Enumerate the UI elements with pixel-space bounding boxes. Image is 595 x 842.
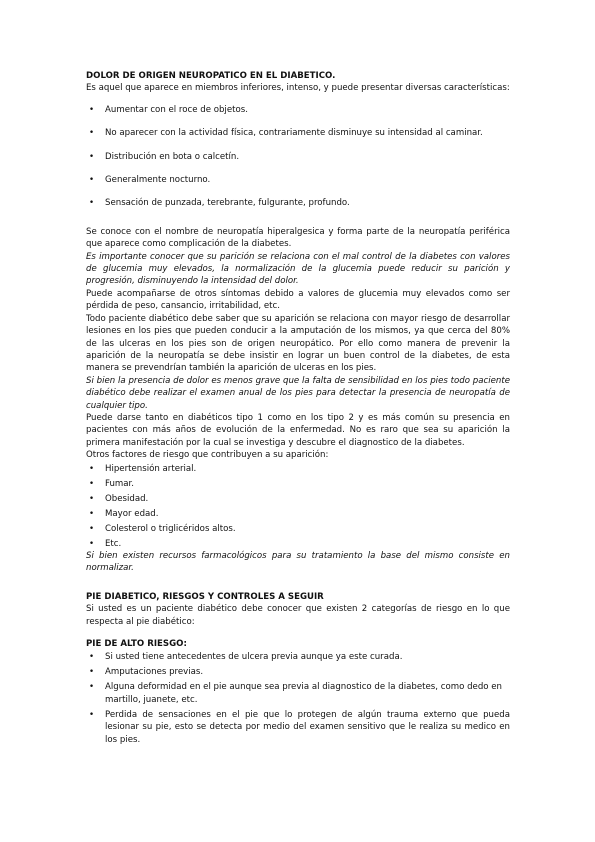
bullet-icon: • [89, 151, 95, 162]
list-item: • Colesterol o triglicéridos altos. [89, 523, 236, 534]
risk-factors-list [86, 463, 510, 550]
bullet-icon: • [89, 523, 95, 534]
document-page [86, 70, 510, 746]
paragraph-treatment: Si bien existen recursos farmacológicos para su tratamiento la base del mismo consiste en normalizar. [86, 550, 510, 574]
characteristics-list [86, 104, 510, 210]
paragraph-hyperalgesic: Se conoce con el nombre de neuropatía hiperalgesica y forma parte de la neuropatía periférica que aparece como complicación de la diabetes. [86, 226, 510, 250]
paragraph-foot-risk: Todo paciente diabético debe saber que su aparición se relaciona con mayor riesgo de desarrollar lesiones en los pies que pueden conducir a la amputación de los mismos, ya que cerca del 80% de las ulceras en los pies son de origen neuropático. Por ello como manera de prevenir la aparición de la neuropatía se debe insistir en lograr un buen control de la diabetes, de esta manera se prevendrían también la aparición de ulceras en los pies. [86, 313, 510, 374]
bullet-icon: • [89, 667, 95, 678]
list-item: • Generalmente nocturno. [89, 175, 211, 186]
high-risk-list [86, 651, 510, 746]
bullet-icon: • [89, 508, 95, 519]
bullet-icon: • [89, 493, 95, 504]
list-item: • No aparecer con la actividad física, contrariamente disminuye su intensidad al caminar. [89, 128, 483, 139]
bullet-icon: • [89, 463, 95, 474]
bullet-icon: • [89, 682, 95, 693]
paragraph-diabetes-types: Puede darse tanto en diabéticos tipo 1 como en los tipo 2 y es más común su presencia en pacientes con más años de evolución de la enfermedad. No es raro que sea su aparición la primera manifestación por la cual se investiga y descubre el diagnostico de la diabetes. [86, 412, 510, 448]
list-item: • Si usted tiene antecedentes de ulcera previa aunque ya este curada. [89, 652, 403, 663]
bullet-icon: • [89, 104, 95, 115]
bullet-icon: • [89, 478, 95, 489]
list-item: • Distribución en bota o calcetín. [89, 151, 240, 162]
list-item: • Hipertensión arterial. [89, 463, 197, 474]
list-item: • Mayor edad. [89, 508, 159, 519]
subsection-title-high-risk: PIE DE ALTO RIESGO: [86, 639, 187, 649]
list-item: • Etc. [89, 538, 122, 549]
list-item: • Obesidad. [89, 493, 149, 504]
bullet-icon: • [89, 175, 95, 186]
section-title-neuropathic-pain: DOLOR DE ORIGEN NEUROPATICO EN EL DIABETICO. [86, 71, 336, 81]
bullet-icon: • [89, 709, 95, 720]
bullet-icon: • [89, 128, 95, 139]
intro-paragraph: Es aquel que aparece en miembros inferiores, intenso, y puede presentar diversas características: [86, 83, 510, 94]
paragraph-annual-exam: Si bien la presencia de dolor es menos grave que la falta de sensibilidad en los pies todo paciente diabético debe realizar el examen anual de los pies para detectar la presencia de neuropatía de cualquier tipo. [86, 375, 510, 411]
paragraph-symptoms: Puede acompañarse de otros síntomas debido a valores de glucemia muy elevados como ser pérdida de peso, cansancio, irritabilidad, etc. [86, 288, 510, 312]
list-item: • Alguna deformidad en el pie aunque sea previa al diagnostico de la diabetes, como dedo en martillo, juanete, etc. [89, 682, 502, 705]
diabetic-foot-intro: Si usted es un paciente diabético debe conocer que existen 2 categorías de riesgo en lo que respecta al pie diabético: [86, 604, 510, 627]
list-item: • Aumentar con el roce de objetos. [89, 104, 248, 115]
list-item: • Fumar. [89, 478, 135, 489]
section-title-diabetic-foot: PIE DIABETICO, RIESGOS Y CONTROLES A SEGUIR [86, 591, 324, 602]
paragraph-glucose-control: Es importante conocer que su parición se relaciona con el mal control de la diabetes con valores de glucemia muy elevados, la normalización de la glucemia puede reducir su parición y progresión, disminuyendo la intensidad del dolor. [86, 251, 510, 287]
risk-factors-intro: Otros factores de riesgo que contribuyen a su aparición: [86, 450, 329, 461]
list-item: • Amputaciones previas. [89, 667, 204, 678]
list-item: • Perdida de sensaciones en el pie que lo protegen de algún trauma externo que pueda lesionar su pie, esto se detecta por medio del examen sensitivo que le realiza su medico en los pies. [89, 709, 510, 745]
bullet-icon: • [89, 538, 95, 549]
list-item: • Sensación de punzada, terebrante, fulgurante, profundo. [89, 198, 350, 209]
bullet-icon: • [89, 652, 95, 663]
bullet-icon: • [89, 198, 95, 209]
